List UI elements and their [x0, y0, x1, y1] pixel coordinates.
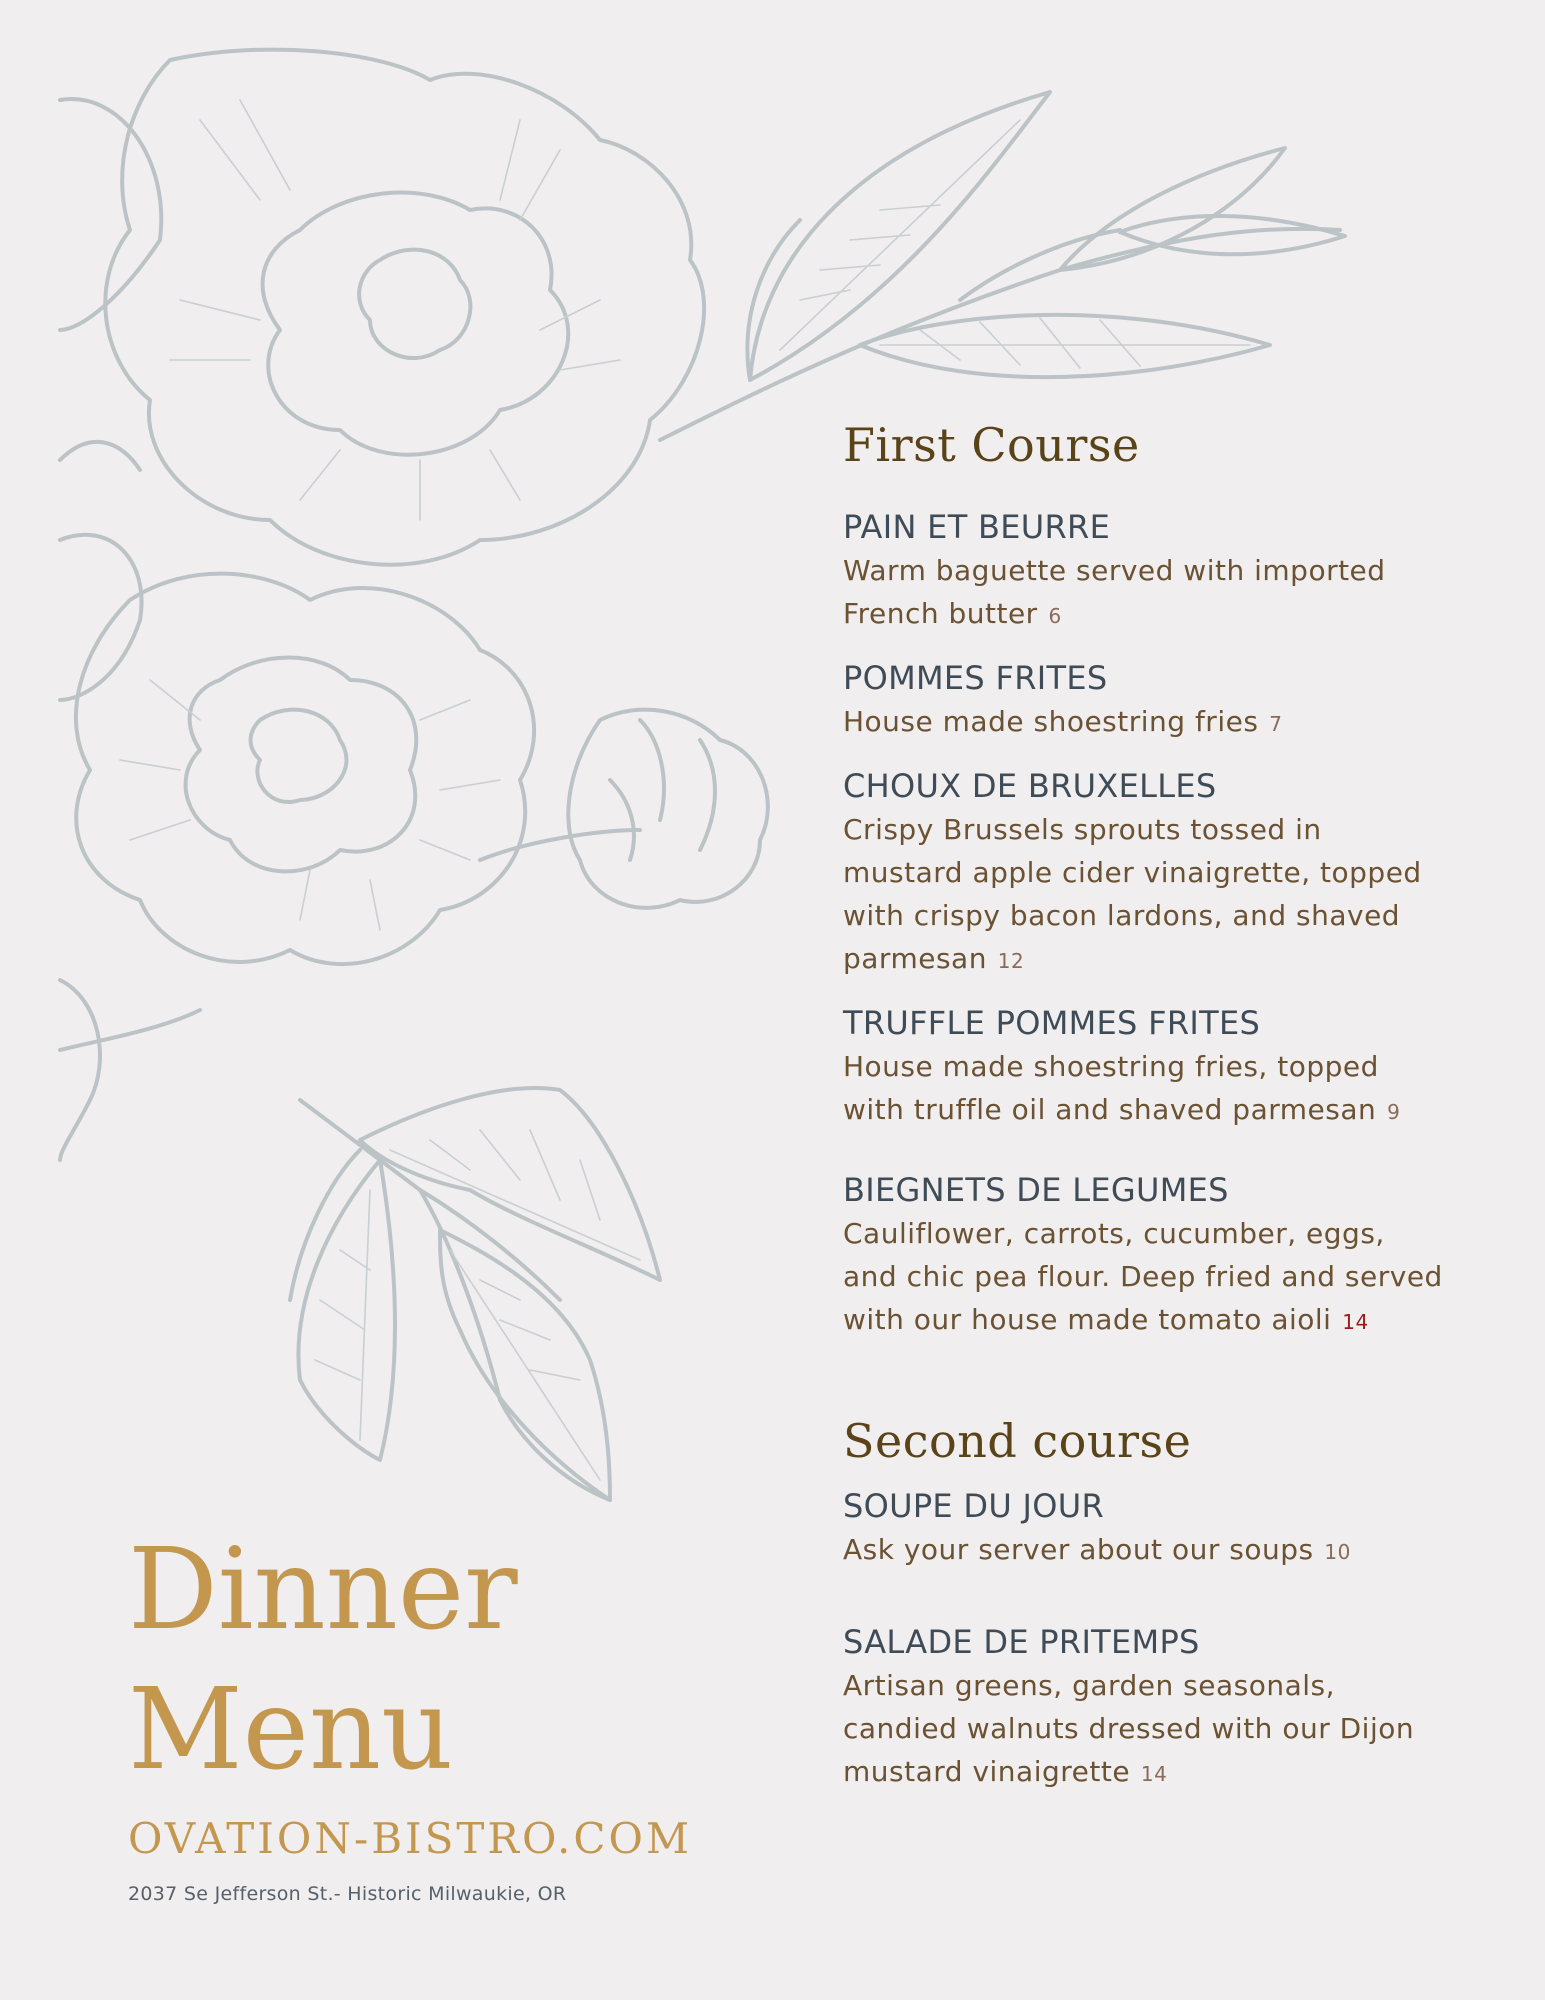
second-course-title: Second course	[843, 1413, 1192, 1468]
item-price: 14	[1134, 1762, 1168, 1787]
item-description: Artisan greens, garden seasonals, candied walnuts dressed with our Dijon mustard vinaigrette	[843, 1669, 1415, 1789]
item-price: 7	[1262, 711, 1283, 736]
item-description: House made shoestring fries	[843, 704, 1259, 738]
item-name: SOUPE DU JOUR	[843, 1487, 1105, 1526]
first-course-title: First Course	[843, 418, 1140, 472]
menu-item	[843, 658, 1443, 746]
item-price: 6	[1041, 603, 1062, 628]
item-price: 10	[1317, 1540, 1351, 1565]
menu-item	[843, 1003, 1443, 1134]
page-title-line-2: Menu	[128, 1665, 454, 1795]
item-description: House made shoestring fries, topped with truffle oil and shaved parmesan	[843, 1049, 1379, 1126]
item-description: Warm baguette served with imported French butter	[843, 553, 1386, 630]
menu-item	[843, 1170, 1443, 1344]
title-block	[128, 1520, 692, 1905]
item-price: 12	[990, 948, 1025, 973]
menu-column	[843, 420, 1443, 1796]
menu-item	[843, 766, 1443, 983]
item-name: POMMES FRITES	[843, 658, 1108, 697]
item-name: CHOUX DE BRUXELLES	[843, 766, 1217, 805]
item-name: SALADE DE PRITEMPS	[843, 1623, 1200, 1662]
item-price: 9	[1380, 1099, 1401, 1124]
item-description: Cauliflower, carrots, cucumber, eggs, and chic pea flour. Deep fried and served with our house made tomato aioli	[843, 1216, 1443, 1336]
item-name: TRUFFLE POMMES FRITES	[843, 1003, 1261, 1042]
item-name: PAIN ET BEURRE	[843, 507, 1111, 546]
item-description: Ask your server about our soups	[843, 1533, 1314, 1567]
address-text: 2037 Se Jefferson St.- Historic Milwaukie, OR	[128, 1883, 567, 1905]
item-description: Crispy Brussels sprouts tossed in mustard apple cider vinaigrette, topped with crispy bacon lardons, and shaved parmesan	[843, 812, 1422, 975]
item-price: 14	[1335, 1309, 1369, 1334]
website-link[interactable]: OVATION-BISTRO.COM	[128, 1814, 692, 1863]
item-name: BIEGNETS DE LEGUMES	[843, 1170, 1229, 1209]
menu-item	[843, 507, 1443, 638]
page-title-line-1: Dinner	[128, 1525, 518, 1655]
menu-item	[843, 1622, 1443, 1796]
menu-item	[843, 1486, 1443, 1574]
